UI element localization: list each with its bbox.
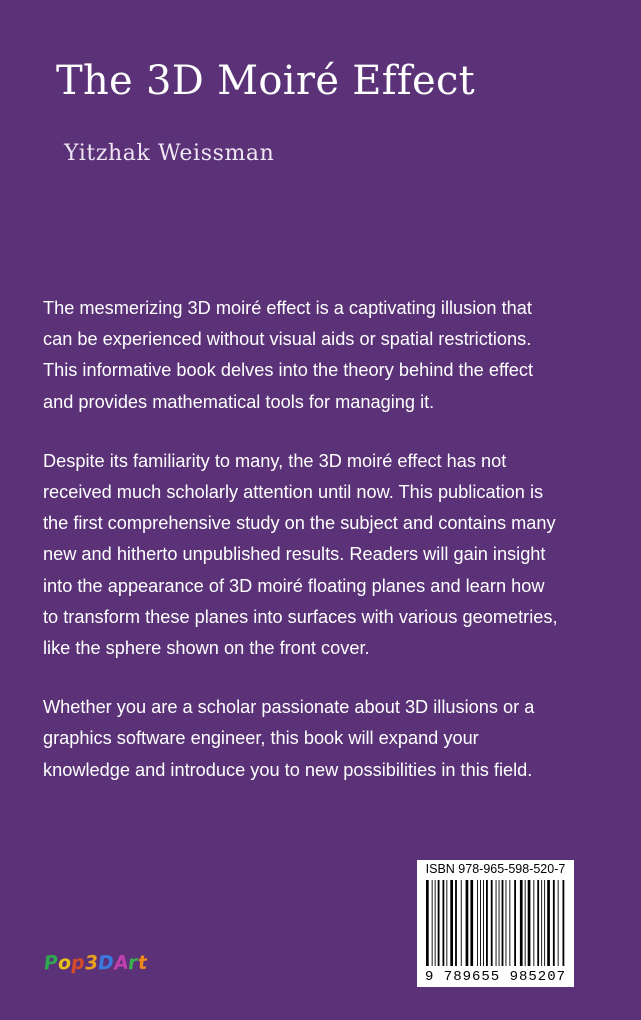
barcode-bar xyxy=(509,880,510,966)
logo-letter: o xyxy=(57,951,72,975)
barcode-bar xyxy=(435,880,436,966)
barcode-bar xyxy=(483,880,484,966)
barcode-bar xyxy=(480,880,481,966)
barcode-bar xyxy=(446,880,447,966)
barcode-bar xyxy=(533,880,534,966)
barcode-bar xyxy=(443,880,445,966)
isbn-label: ISBN 978-965-598-520-7 xyxy=(425,862,566,876)
logo-letter: D xyxy=(97,951,115,975)
barcode-bar xyxy=(558,880,559,966)
barcode-bar xyxy=(553,880,555,966)
blurb-paragraph: Despite its familiarity to many, the 3D moiré effect has not received much scholarly attention until now. This publication is the first comprehensive study on the subject and contains many new and hitherto unpublished results. Readers will gain insight into the appearance of 3D moiré floating planes and learn how to transform these planes into surfaces with various geometries, like the sphere shown on the front cover. xyxy=(43,450,558,659)
author-name: Yitzhak Weissman xyxy=(64,141,275,166)
logo-letter: r xyxy=(127,951,139,975)
isbn-barcode xyxy=(417,860,574,987)
publisher-logo xyxy=(44,946,154,980)
barcode-bar xyxy=(438,880,440,966)
barcode-bar xyxy=(450,880,453,966)
logo-letter: p xyxy=(70,951,86,975)
barcode-bar xyxy=(541,880,542,966)
barcode-bar xyxy=(499,880,500,966)
logo-letter: P xyxy=(43,951,59,975)
barcode-bar xyxy=(563,880,565,966)
barcode-bar xyxy=(525,880,526,966)
logo-letter: A xyxy=(112,951,130,975)
barcode-bar xyxy=(466,880,469,966)
barcode-bars xyxy=(426,880,568,966)
barcode-bar xyxy=(426,880,429,966)
publisher-logo-text xyxy=(44,946,154,980)
barcode-bar xyxy=(491,880,493,966)
barcode-bar xyxy=(477,880,478,966)
barcode-bar xyxy=(544,880,545,966)
ean-digits: 9 789655 985207 xyxy=(424,969,567,985)
logo-letter: 3 xyxy=(83,951,99,975)
logo-letter: t xyxy=(136,951,148,975)
barcode-bar xyxy=(455,880,457,966)
blurb-paragraph: Whether you are a scholar passionate about 3D illusions or a graphics software engineer, this book will expand your knowledge and introduce you to new possibilities in this field. xyxy=(43,697,535,780)
barcode-bar xyxy=(502,880,504,966)
barcode-bar xyxy=(520,880,523,966)
barcode-bar xyxy=(528,880,531,966)
barcode-bar xyxy=(470,880,473,966)
barcode-bar xyxy=(547,880,550,966)
barcode-bar xyxy=(506,880,507,966)
barcode-bar xyxy=(432,880,433,966)
barcode-bar xyxy=(486,880,488,966)
barcode-bar xyxy=(514,880,516,966)
barcode-bar xyxy=(496,880,497,966)
barcode-bar xyxy=(537,880,539,966)
book-title: The 3D Moiré Effect xyxy=(56,58,476,104)
blurb-paragraph: The mesmerizing 3D moiré effect is a captivating illusion that can be experienced without visual aids or spatial restrictions. This informative book delves into the theory behind the effect and provides mathematical tools for managing it. xyxy=(43,298,534,412)
barcode-bar xyxy=(461,880,462,966)
back-cover-blurb xyxy=(43,293,563,814)
